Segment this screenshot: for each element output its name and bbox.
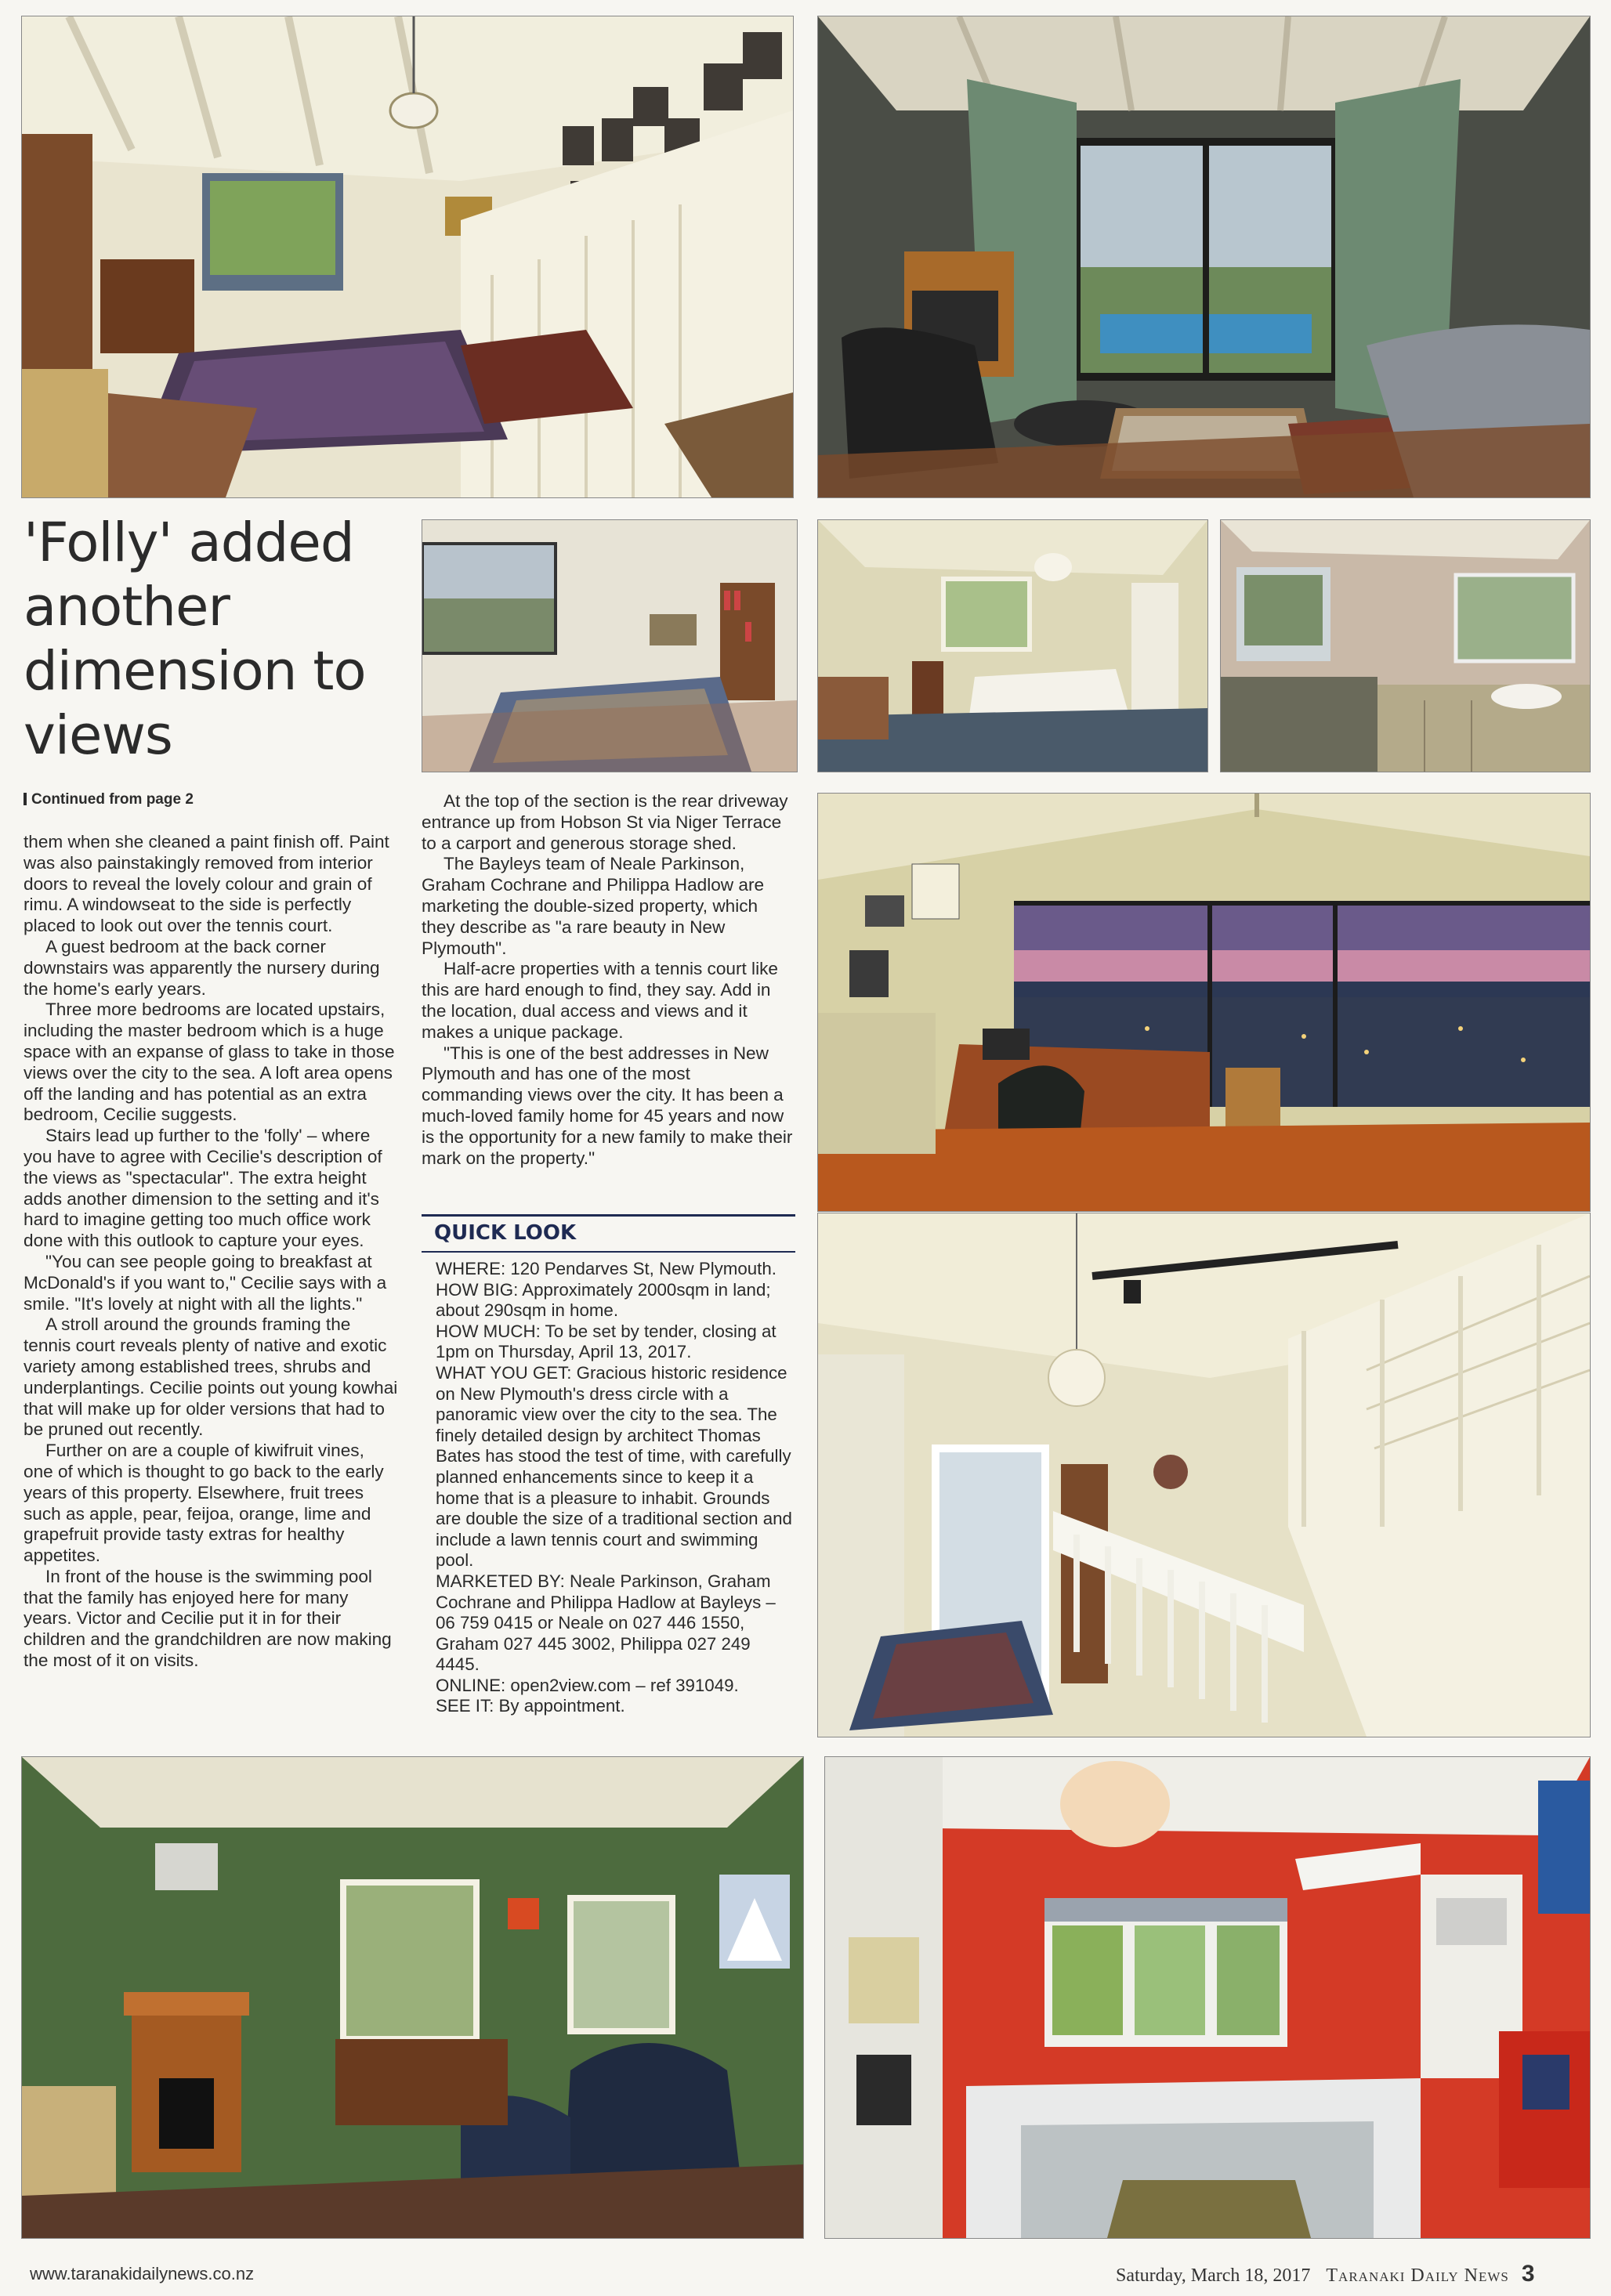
photo-living-room-stairs [21,16,794,498]
photo-guest-bedroom [817,519,1208,772]
quick-look-see-it: SEE IT: By appointment. [436,1696,625,1716]
paragraph: "This is one of the best addresses in New Plymouth and has one of the most commanding views over the city. It has been a much-loved family home for 45 years and now is the opportunity for a new family to make their mark on the property." [422,1043,793,1168]
photo-lounge-pool-view [817,16,1591,498]
headline: 'Folly' added another dimension to views [24,512,366,767]
paragraph: Three more bedrooms are located upstairs, including the master bedroom which is a huge space with an expanse of glass to take in those views over the city to the sea. A loft area opens off the landing and has potential as an extra bedroom, Cecilie suggests. [24,1000,395,1125]
continued-marker [24,791,194,808]
paragraph: Half-acre properties with a tennis court like this are hard enough to find, they say. Add in the location, dual access and views and it makes a unique package. [422,959,778,1042]
quick-look-how-much: HOW MUCH: To be set by tender, closing at 1pm on Thursday, April 13, 2017. [436,1321,777,1362]
article-column-1 [24,832,398,1672]
continued-bar [24,793,27,805]
paragraph: In front of the house is the swimming pool that the family has enjoyed here for many years. Victor and Cecilie put it in for their children and the grandchildren are now making the most of it on visits. [24,1566,392,1671]
quick-look-how-big: HOW BIG: Approximately 2000sqm in land; about 290sqm in home. [436,1279,771,1321]
photo-upstairs-landing [817,1213,1591,1737]
paragraph: At the top of the section is the rear driveway entrance up from Hobson St via Niger Terrace to a carport and generous storage shed. [422,791,788,853]
quick-look-online: ONLINE: open2view.com – ref 391049. [436,1675,739,1695]
quick-look-box [422,1214,795,1717]
quick-look-body [422,1253,795,1717]
quick-look-where: WHERE: 120 Pendarves St, New Plymouth. [436,1259,777,1278]
photo-folly-office-view [817,793,1591,1212]
footer-date: Saturday, March 18, 2017 [1116,2265,1311,2286]
photo-red-kitchen [824,1756,1591,2239]
article-column-2 [422,791,796,1169]
quick-look-marketed-by: MARKETED BY: Neale Parkinson, Graham Cochrane and Philippa Hadlow at Bayleys – 06 759 0415 or Neale on 027 446 1550, Graham 027 445 3002, Philippa 027 249 4445. [436,1571,776,1675]
paragraph: A guest bedroom at the back corner downstairs was apparently the nursery during the home's early years. [24,936,380,999]
paragraph: The Bayleys team of Neale Parkinson, Graham Cochrane and Philippa Hadlow are marketing the double-sized property, which they describe as "a rare beauty in New Plymouth". [422,854,765,958]
paragraph: "You can see people going to breakfast at McDonald's if you want to," Cecilie says with a smile. "It's lovely at night with all the lights." [24,1251,387,1314]
page-number: 3 [1521,2261,1535,2287]
quick-look-heading: QUICK LOOK [434,1221,577,1245]
quick-look-header [422,1214,795,1253]
footer-dateline [1116,2261,1535,2287]
paragraph: Stairs lead up further to the 'folly' – where you have to agree with Cecilie's description of the views as "spectacular". The extra height adds another dimension to the setting and it's hard to imagine getting too much office work done with this outlook to capture your eyes. [24,1126,382,1251]
footer-publication: Taranaki Daily News [1326,2265,1509,2286]
photo-green-lounge [21,1756,804,2239]
footer-website: www.taranakidailynews.co.nz [30,2264,255,2283]
photo-bathroom [1220,519,1591,772]
paragraph: Further on are a couple of kiwifruit vines, one of which is thought to go back to the early years of this property. Elsewhere, fruit trees such as apple, pear, feijoa, orange, lime and grapefruit provide tasty extras for healthy appetites. [24,1441,384,1566]
continued-text: Continued from page 2 [31,791,194,808]
photo-master-bedroom [422,519,798,772]
paragraph: them when she cleaned a paint finish off. Paint was also painstakingly removed from interior doors to reveal the lovely colour and grain of rimu. A windowseat to the side is perfectly placed to look out over the tennis court. [24,832,389,936]
quick-look-what-you-get: WHAT YOU GET: Gracious historic residence on New Plymouth's dress circle with a panoramic view over the city to the sea. The finely detailed design by architect Thomas Bates has stood the test of time, with carefully planned enhancements since to keep it a home that is a pleasure to inhabit. Grounds are double the size of a traditional section and include a lawn tennis court and swimming pool. [436,1362,792,1571]
paragraph: A stroll around the grounds framing the tennis court reveals plenty of native and exotic variety among established trees, shrubs and underplantings. Cecilie points out young kowhai that will make up for older versions that had to be pruned out recently. [24,1314,398,1440]
